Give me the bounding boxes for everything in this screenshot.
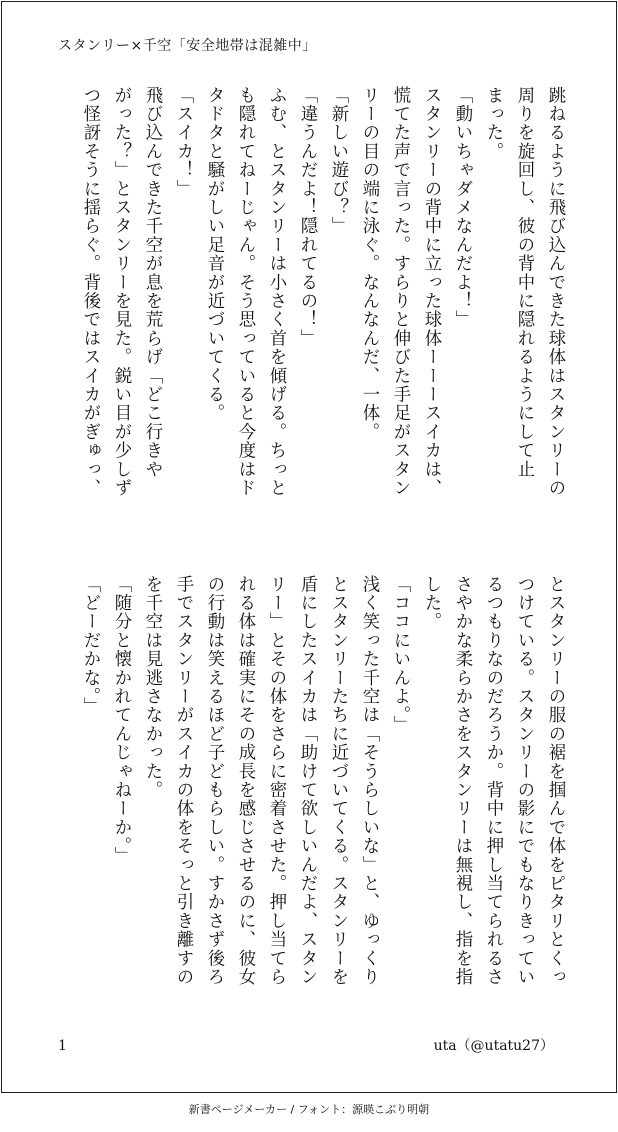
text-column: 「違うんだよ！隠れてるの！」 [297, 86, 317, 348]
author-credit: uta（@utatu27） [433, 1038, 554, 1054]
text-column: 「どーだかな。」 [80, 575, 100, 716]
text-column: 盾にしたスイカは「助けて欲しいんだよ、スタン [297, 575, 317, 987]
text-column: つ怪訝そうに揺らぐ。背後ではスイカがぎゅっ、 [80, 86, 100, 498]
text-column: がった？」とスタンリーを見た。鋭い目が少しず [111, 86, 131, 498]
text-column: を千空は見逃さなかった。 [142, 575, 162, 800]
text-column: 「新しい遊び？」 [328, 86, 348, 236]
text-column: さやかな柔らかさをスタンリーは無視し、指を指 [452, 575, 472, 987]
text-column: 「ココにいんよ。」 [390, 575, 410, 735]
text-column: ふむ、とスタンリーは小さく首を傾げる。ちっと [266, 86, 286, 498]
text-column: とスタンリーの服の裾を掴んで体をピタリとくっ [545, 575, 565, 987]
text-column: の行動は笑えるほど子どもらしい。すかさず後ろ [204, 575, 224, 987]
text-column: 周りを旋回し、彼の背中に隠れるようにして止 [514, 86, 534, 479]
text-column: タドタと騒がしい足音が近づいてくる。 [204, 86, 224, 423]
text-column: 浅く笑った千空は「そうらしいな」と、ゆっくり [359, 575, 379, 987]
page-title: スタンリー×千空「安全地帯は混雑中」 [58, 38, 317, 54]
text-column: 飛び込んできた千空が息を荒らげ「どこ行きや [142, 86, 162, 479]
text-column: した。 [421, 575, 441, 632]
text-column: 手でスタンリーがスイカの体をそっと引き離すの [173, 575, 193, 987]
text-column: も隠れてねーじゃん。そう思っていると今度はド [235, 86, 255, 498]
text-column: まった。 [483, 86, 503, 161]
text-column: スタンリーの背中に立った球体ーーースイカは、 [421, 86, 441, 498]
page-number: 1 [58, 1038, 67, 1054]
text-column: リーの目の端に泳ぐ。なんなんだ、一体。 [359, 86, 379, 442]
generator-credit: 新書ページメーカー / フォント：源暎こぶり明朝 [188, 1103, 430, 1116]
text-column: リー」とその体をさらに密着させた。押し当てら [266, 575, 286, 987]
text-column: るつもりなのだろうか。背中に押し当てられるさ [483, 575, 503, 987]
text-column: 「スイカ！」 [173, 86, 193, 199]
text-column: 跳ねるように飛び込んできた球体はスタンリーの [545, 86, 565, 498]
page-frame [1, 1, 617, 1093]
text-column: れる体は確実にその成長を感じさせるのに、彼女 [235, 575, 255, 987]
text-column: 慌てた声で言った。すらりと伸びた手足がスタン [390, 86, 410, 498]
text-column: 「随分と懐かれてんじゃねーか。」 [111, 575, 131, 866]
text-column: とスタンリーたちに近づいてくる。スタンリーを [328, 575, 348, 987]
text-column: 「動いちゃダメなんだよ！」 [452, 86, 472, 330]
text-column: つけている。スタンリーの影にでもなりきってい [514, 575, 534, 987]
